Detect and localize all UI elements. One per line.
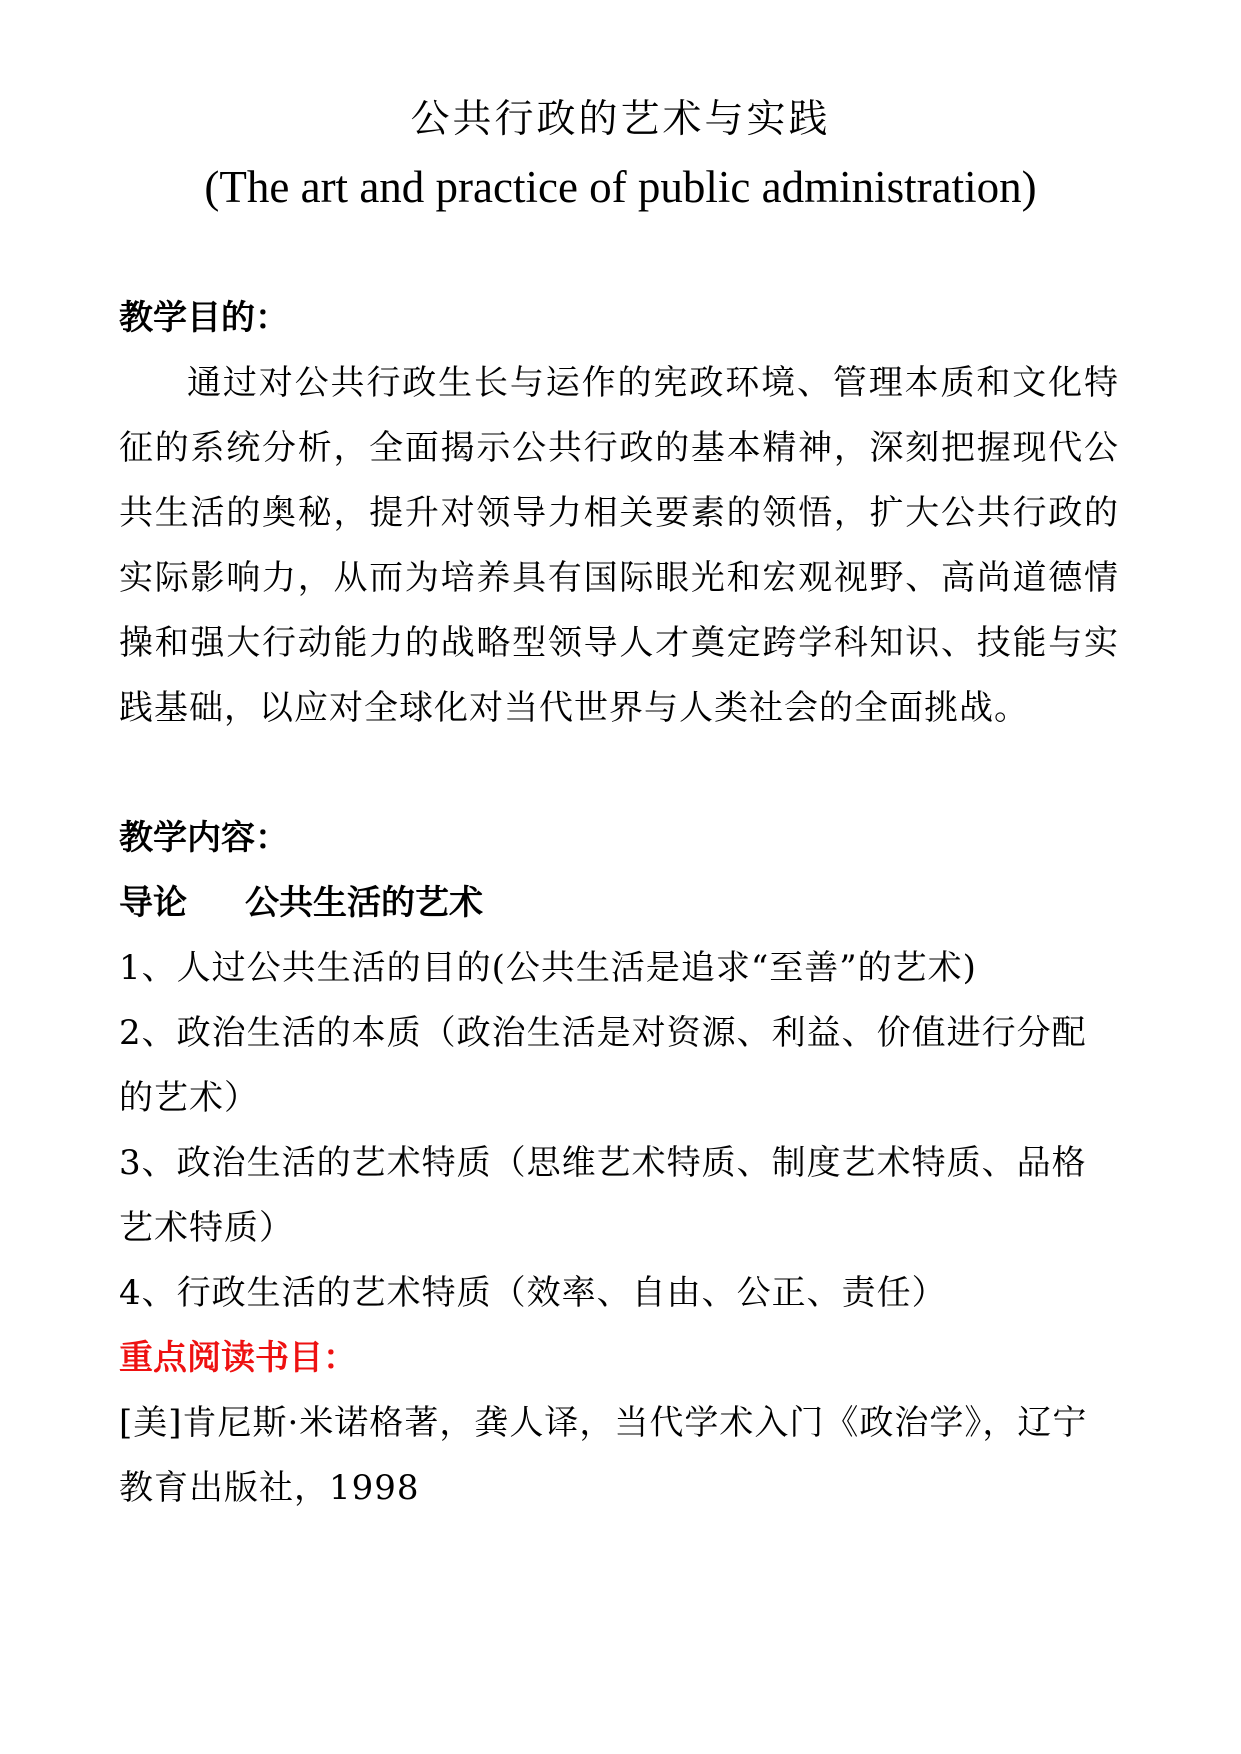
section-title: 公共生活的艺术 [245, 883, 483, 923]
content-heading: 教学内容： [119, 818, 289, 858]
reading-entry: [美]肯尼斯·米诺格著，龚人译，当代学术入门《政治学》，辽宁教育出版社，1998 [119, 1403, 1088, 1508]
content-item: 4、行政生活的艺术特质（效率、自由、公正、责任） [119, 1273, 947, 1313]
content-item: 1、人过公共生活的目的(公共生活是追求“至善”的艺术) [119, 948, 977, 988]
section-label: 导论 [119, 883, 187, 923]
spacer [119, 741, 1119, 806]
content-item: 3、政治生活的艺术特质（思维艺术特质、制度艺术特质、品格艺术特质） [119, 1143, 1087, 1248]
document-title-chinese: 公共行政的艺术与实践 [410, 97, 831, 142]
section-heading [119, 871, 1119, 936]
reading-heading: 重点阅读书目： [119, 1338, 357, 1378]
content-item: 2、政治生活的本质（政治生活是对资源、利益、价值进行分配的艺术） [119, 1013, 1087, 1118]
document-body [119, 286, 1119, 1521]
objective-paragraph: 通过对公共行政生长与运作的宪政环境、管理本质和文化特征的系统分析，全面揭示公共行政的基本精神，深刻把握现代公共生活的奥秘，提升对领导力相关要素的领悟，扩大公共行政的实际影响力，从而为培养具有国际眼光和宏观视野、高尚道德情操和强大行动能力的战略型领导人才奠定跨学科知识、技能与实践基础，以应对全球化对当代世界与人类社会的全面挑战。 [119, 363, 1119, 728]
objective-heading: 教学目的： [119, 298, 289, 338]
document-title-english: (The art and practice of public administration) [204, 162, 1037, 212]
